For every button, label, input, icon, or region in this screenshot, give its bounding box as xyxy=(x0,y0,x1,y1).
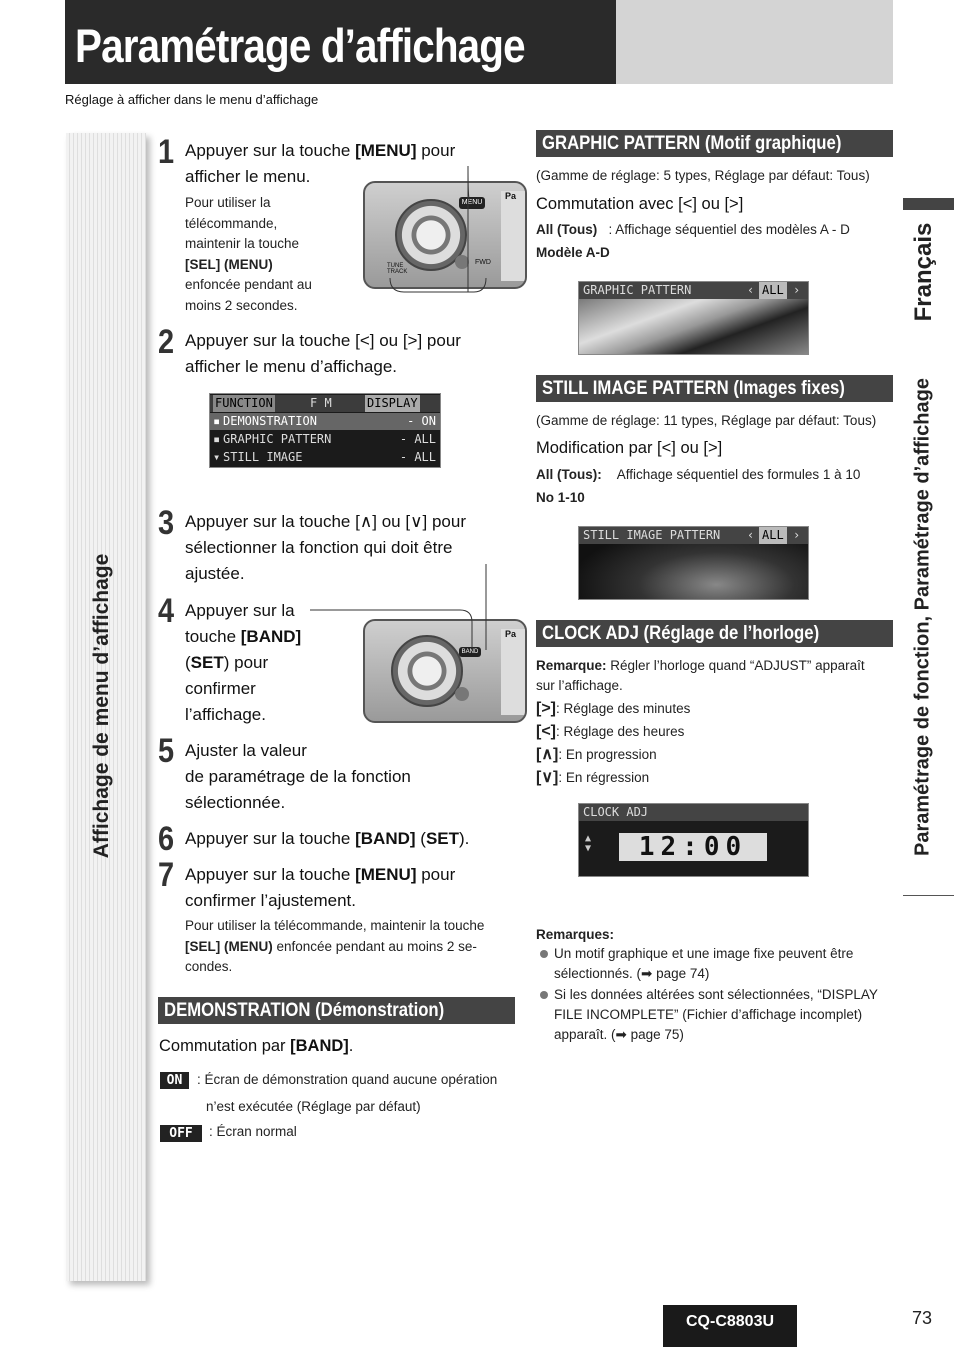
step-number: 2 xyxy=(158,323,175,361)
graphic-pattern-header: GRAPHIC PATTERN (Motif graphique) xyxy=(536,130,893,157)
chevron-left-icon: ‹ xyxy=(747,283,755,297)
page-subtitle: Réglage à afficher dans le menu d’affichage xyxy=(65,92,319,107)
lcd-demonstration-value: - ON xyxy=(407,414,436,428)
step-number: 1 xyxy=(158,133,175,171)
lcd-demonstration: DEMONSTRATION xyxy=(223,414,317,428)
clock-key-hours: [<]: Réglage des heures xyxy=(536,723,685,740)
demonstration-header: DEMONSTRATION (Démonstration) xyxy=(158,997,515,1024)
step-number: 7 xyxy=(158,856,175,894)
step-3-text: Appuyer sur la touche [∧] ou [∨] pour sélectionner la fonction qui doit être ajustée. xyxy=(185,512,466,583)
on-icon: ON xyxy=(160,1072,189,1089)
language-label: Français xyxy=(910,222,937,322)
callout-lines-2 xyxy=(300,560,495,670)
step-number: 5 xyxy=(158,732,175,770)
clock-adj-header: CLOCK ADJ (Réglage de l’horloge) xyxy=(536,620,893,647)
clock-time: 12:00 xyxy=(619,833,767,861)
side-divider xyxy=(903,895,954,896)
off-icon: OFF xyxy=(160,1125,202,1142)
bullet-icon xyxy=(540,991,548,999)
step-number: 3 xyxy=(158,504,175,542)
round-key-icon xyxy=(455,687,469,701)
off-description: : Écran normal xyxy=(209,1124,297,1139)
graphic-screen-value: ALL xyxy=(759,282,787,299)
chevron-right-icon: › xyxy=(793,528,801,542)
graphic-pattern-screen xyxy=(578,281,809,355)
function-menu-screen: FUNCTION F M DISPLAY ▪ DEMONSTRATION - ON ▪ GRAPHIC PATTERN - ALL ▾ STILL IMAGE - ALL xyxy=(209,393,441,468)
model-badge: CQ-C8803U xyxy=(663,1305,797,1347)
clock-key-down: [∨]: En régression xyxy=(536,769,650,786)
menu-key: MENU xyxy=(459,197,485,209)
bullet-icon xyxy=(540,950,548,958)
lcd-function-label: FUNCTION xyxy=(215,396,273,410)
step-7-text: Appuyer sur la touche [MENU] pour confirmer l’ajustement. xyxy=(185,865,456,910)
still-image-screen xyxy=(578,526,809,600)
still-range: (Gamme de réglage: 11 types, Réglage par défaut: Tous) xyxy=(536,413,877,428)
clock-key-up: [∧]: En progression xyxy=(536,746,657,763)
up-down-arrows-icon: ▲ ▼ xyxy=(585,833,592,854)
lcd-display-label: DISPLAY xyxy=(367,396,418,410)
left-section-label: Affichage de menu d’affichage xyxy=(90,553,113,859)
still-all: All (Tous): Affichage séquentiel des formules 1 à 10 xyxy=(536,467,861,482)
clock-key-minutes: [>]: Réglage des minutes xyxy=(536,700,691,717)
step-1-note: Pour utiliser la télécommande, maintenir la touche [SEL] (MENU) enfoncée pendant au moins 2 secondes. xyxy=(185,195,312,313)
chevron-right-icon: › xyxy=(793,283,801,297)
remarks-title: Remarques: xyxy=(536,927,615,942)
remark-2: Si les données altérées sont sélectionnées, “DISPLAY FILE INCOMPLETE” (Fichier d’affichage incomplet) apparaît. (➡ page 75) xyxy=(540,985,878,1045)
on-description: : Écran de démonstration quand aucune opération xyxy=(197,1072,498,1087)
remark-1: Un motif graphique et une image fixe peuvent être sélectionnés. (➡ page 74) xyxy=(540,944,853,984)
lcd-graphic-pattern: GRAPHIC PATTERN xyxy=(223,432,332,446)
tune-label: TUNE TRACK xyxy=(387,263,408,275)
side-section-title: Paramétrage de fonction, Paramétrage d’affichage xyxy=(911,378,934,856)
step-5-text: Ajuster la valeur de paramétrage de la fonction sélectionnée. xyxy=(185,741,411,812)
still-screen-label: STILL IMAGE PATTERN xyxy=(583,528,721,542)
lcd-still-value: - ALL xyxy=(399,450,436,464)
still-switch: Modification par [<] ou [>] xyxy=(536,439,723,457)
clock-remark: Remarque: Régler l’horloge quand “ADJUST” apparaît sur l’affichage. xyxy=(536,658,865,693)
clock-adj-screen xyxy=(578,803,809,877)
callout-lines-1 xyxy=(380,160,490,300)
brand-label: Pa xyxy=(501,191,527,281)
step-4-text: Appuyer sur la touche [BAND] (SET) pour confirmer l’affichage. xyxy=(185,601,302,724)
still-image-header: STILL IMAGE PATTERN (Images fixes) xyxy=(536,375,893,402)
step-number: 4 xyxy=(158,592,175,630)
lcd-graphic-value: - ALL xyxy=(399,432,436,446)
band-key: BAND xyxy=(459,647,481,657)
step-1-text: Appuyer sur la touche [MENU] pour afficher le menu. xyxy=(185,141,456,186)
graphic-range: (Gamme de réglage: 5 types, Réglage par défaut: Tous) xyxy=(536,168,870,183)
fwd-label: FWD xyxy=(475,259,491,266)
step-7-note: Pour utiliser la télécommande, maintenir la touche [SEL] (MENU) enfoncée pendant au moins 2 se- condes. xyxy=(185,918,485,974)
clock-screen-label: CLOCK ADJ xyxy=(583,805,649,819)
brand-label: Pa xyxy=(501,629,527,715)
demonstration-switch: Commutation par [BAND]. xyxy=(159,1037,354,1055)
chevron-left-icon: ‹ xyxy=(747,528,755,542)
still-no: No 1-10 xyxy=(536,490,585,505)
graphic-model: Modèle A-D xyxy=(536,245,610,260)
still-screen-value: ALL xyxy=(759,527,787,544)
graphic-switch: Commutation avec [<] ou [>] xyxy=(536,195,744,213)
on-description-2: n’est exécutée (Réglage par défaut) xyxy=(206,1099,421,1114)
page-number: 73 xyxy=(912,1308,933,1328)
lcd-fm-label: F M xyxy=(310,396,332,410)
step-6-text: Appuyer sur la touche [BAND] (SET). xyxy=(185,829,470,848)
graphic-all: All (Tous) : Affichage séquentiel des modèles A - D xyxy=(536,222,850,237)
page-title: Paramétrage d’affichage xyxy=(75,19,525,72)
language-bar xyxy=(903,198,954,210)
step-number: 6 xyxy=(158,820,175,858)
graphic-screen-label: GRAPHIC PATTERN xyxy=(583,283,692,297)
step-2-text: Appuyer sur la touche [<] ou [>] pour afficher le menu d’affichage. xyxy=(185,331,461,376)
lcd-still-image: STILL IMAGE xyxy=(223,450,303,464)
